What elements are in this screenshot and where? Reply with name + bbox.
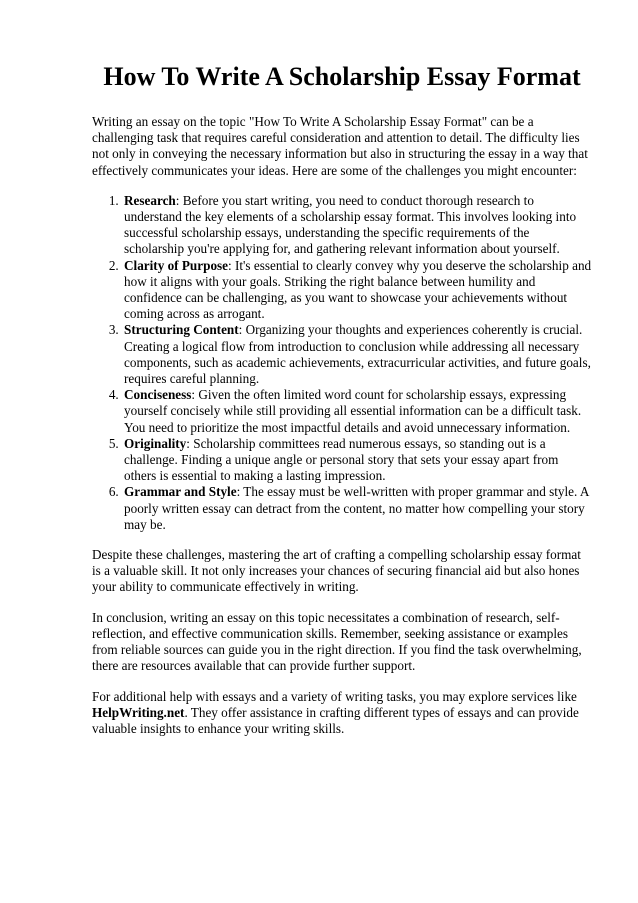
conclusion-paragraph: In conclusion, writing an essay on this topic necessitates a combination of research, self-reflection, and effective communication skills. Remember, seeking assistance or examples from reliable sources can guide you in the right direction. If you find the task overwhelming, there are resources available that can provide further support. — [92, 609, 582, 674]
list-item-originality — [122, 436, 592, 485]
closing-paragraph — [92, 689, 592, 738]
list-item-text: : Organizing your thoughts and experiences coherently is crucial. Creating a logical flow from introduction to conclusion while addressing all necessary components, such as academic achievements, extracurricular activities, and future goals, requires careful planning. — [124, 322, 591, 387]
list-item-term: Structuring Content — [124, 322, 239, 338]
list-item-clarity-of-purpose — [122, 258, 592, 323]
page-title: How To Write A Scholarship Essay Format — [103, 62, 581, 91]
list-item-conciseness — [122, 387, 592, 436]
list-item-text: : The essay must be well-written with proper grammar and style. A poorly written essay can detract from the content, no matter how compelling your story may be. — [124, 484, 589, 532]
list-item-research — [122, 193, 592, 258]
list-item-text: : It's essential to clearly convey why you deserve the scholarship and how it aligns with your goals. Striking the right balance between humility and confidence can be challenging, as you want to showcase your achievements without coming across as arrogant. — [124, 257, 592, 322]
body-paragraph-skill: Despite these challenges, mastering the art of crafting a compelling scholarship essay format is a valuable skill. It not only increases your chances of securing financial aid but also hones your ability to communicate effectively in writing. — [92, 547, 581, 595]
list-item-term: Conciseness — [124, 387, 192, 403]
challenges-list — [92, 193, 592, 533]
intro-paragraph: Writing an essay on the topic "How To Write A Scholarship Essay Format" can be a challenging task that requires careful consideration and attention to detail. The difficulty lies not only in conveying the necessary information but also in structuring the essay in a way that effectively communicates your ideas. Here are some of the challenges you might encounter: — [92, 114, 588, 178]
closing-text-after: . They offer assistance in crafting different types of essays and can provide valuable insights to enhance your writing skills. — [92, 704, 579, 736]
list-item-structuring-content — [122, 322, 592, 387]
list-item-term: Research — [124, 192, 176, 208]
list-item-term: Clarity of Purpose — [124, 257, 229, 273]
list-item-term: Originality — [124, 435, 187, 451]
brand-name: HelpWriting.net — [92, 704, 185, 720]
list-item-text: : Scholarship committees read numerous essays, so standing out is a challenge. Finding a unique angle or personal story that sets your essay apart from others is essential to making a lasting impression. — [124, 435, 559, 484]
closing-text-before: For additional help with essays and a variety of writing tasks, you may explore services like — [92, 688, 577, 704]
list-item-term: Grammar and Style — [124, 484, 237, 500]
list-item-grammar-and-style — [122, 484, 592, 533]
list-item-text: : Before you start writing, you need to conduct thorough research to understand the key elements of a scholarship essay format. This involves looking into successful scholarship essays, understanding the specific requirements of the scholarship you're applying for, and gathering relevant information about yourself. — [124, 192, 577, 257]
list-item-text: : Given the often limited word count for scholarship essays, expressing yourself concisely while still providing all essential information can be a difficult task. You need to prioritize the most impactful details and avoid unnecessary information. — [124, 387, 582, 435]
